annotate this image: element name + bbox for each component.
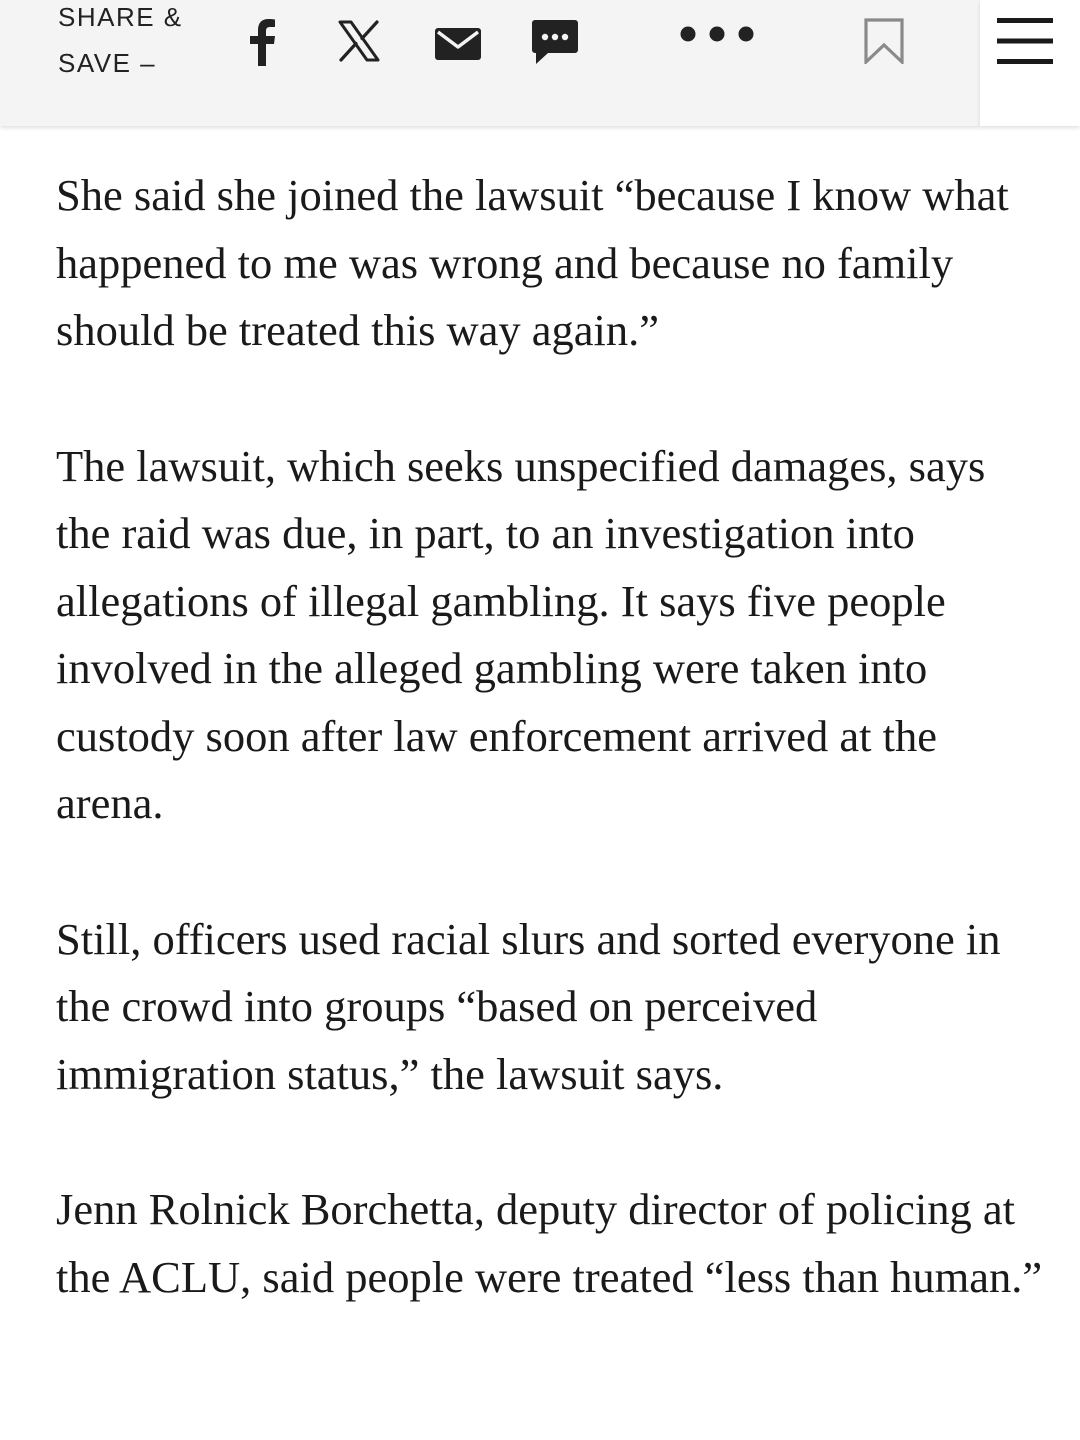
article-paragraph: Still, officers used racial slurs and sorted everyone in the crowd into groups “based on perceived immigration status,” the lawsuit says. <box>56 913 1001 1099</box>
x-icon[interactable] <box>338 20 380 62</box>
comment-icon[interactable] <box>531 18 579 66</box>
article-paragraph: She said she joined the lawsuit “because I know what happened to me was wrong and because no family should be treated this way again.” <box>56 170 1009 355</box>
menu-button[interactable] <box>980 0 1080 126</box>
article-body <box>56 162 1046 1311</box>
bookmark-icon[interactable] <box>864 18 904 64</box>
article-paragraph: The lawsuit, which seeks unspecified damages, says the raid was due, in part, to an investigation into allegations of illegal gambling. It says five people involved in the alleged gambling were taken into custody soon after law enforcement arrived at the arena. <box>56 440 986 828</box>
menu-icon[interactable] <box>997 16 1053 66</box>
share-save-label[interactable]: SHARE & SAVE – <box>58 2 183 78</box>
article-paragraph: Jenn Rolnick Borchetta, deputy director of policing at the ACLU, said people were treated “less than human.” <box>56 1184 1043 1302</box>
share-toolbar <box>0 0 980 126</box>
mail-icon[interactable] <box>435 28 481 60</box>
facebook-icon[interactable] <box>248 18 276 66</box>
more-icon[interactable] <box>680 26 754 42</box>
